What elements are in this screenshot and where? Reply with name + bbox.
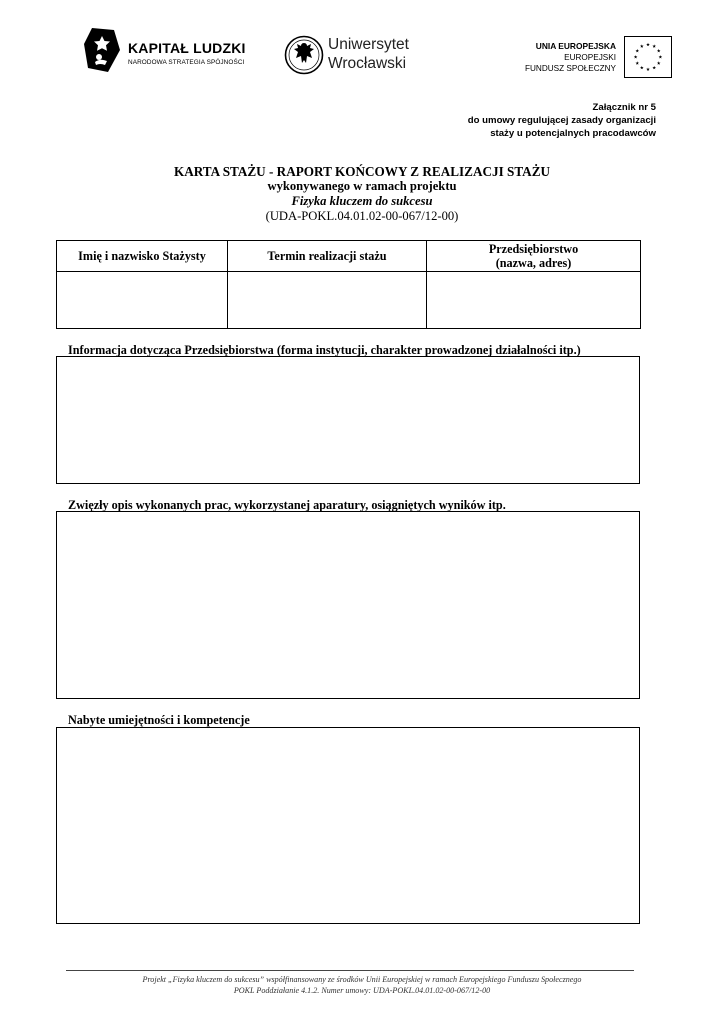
eu-star-icon (657, 49, 661, 52)
work-summary-label: Zwięzły opis wykonanych prac, wykorzystanej aparatury, osiągniętych wyników itp. (68, 498, 506, 512)
header-company-line2: (nazwa, adres) (495, 256, 572, 270)
header-intern-name: Imię i nazwisko Stażysty (57, 241, 228, 272)
eu-flag-icon (624, 36, 672, 78)
eu-text (525, 41, 616, 74)
title-line1: KARTA STAŻU - RAPORT KOŃCOWY Z REALIZACJI STAŻU (173, 164, 551, 179)
annex-line1: Załącznik nr 5 (592, 102, 656, 113)
header-internship-period: Termin realizacji stażu (228, 241, 427, 272)
kapital-ludzki-subtitle: NARODOWA STRATEGIA SPÓJNOŚCI (128, 59, 245, 66)
eu-star-icon (635, 49, 639, 52)
eu-star-icon (640, 44, 644, 47)
kapital-ludzki-mark-icon (84, 26, 124, 74)
university-seal-icon (284, 34, 324, 76)
footer-line2: POKL Poddziałanie 4.1.2. Numer umowy: UDA-POKL.04.01.02-00-067/12-00 (233, 986, 491, 995)
skills-label: Nabyte umiejętności i kompetencje (68, 713, 250, 727)
eu-star-icon (657, 61, 661, 64)
company-info-field[interactable] (56, 356, 640, 484)
project-name: Fizyka kluczem do sukcesu (291, 194, 433, 208)
internship-period-cell[interactable] (228, 272, 427, 329)
eu-line1: UNIA EUROPEJSKA (535, 41, 616, 51)
skills-field[interactable] (56, 727, 640, 924)
company-cell[interactable] (427, 272, 641, 329)
university-logo (284, 34, 424, 80)
project-number: (UDA-POKL.04.01.02-00-067/12-00) (265, 209, 459, 223)
annex-line3: staży u potencjalnych pracodawców (490, 128, 656, 139)
intern-name-cell[interactable] (57, 272, 228, 329)
eu-star-icon (635, 61, 639, 64)
eu-star-icon (640, 66, 644, 69)
footer-line1: Projekt „Fizyka kluczem do sukcesu” współfinansowany ze środków Unii Europejskiej w ramach Europejskiego Funduszu Społecznego (142, 975, 582, 984)
table-row (57, 272, 641, 329)
intern-info-table (56, 240, 641, 329)
eu-star-icon (652, 66, 656, 69)
eu-line3: FUNDUSZ SPOŁECZNY (525, 64, 616, 73)
annex-line2: do umowy regulującej zasady organizacji (467, 115, 656, 126)
title-line2: wykonywanego w ramach projektu (267, 179, 457, 193)
work-summary-field[interactable] (56, 511, 640, 699)
kapital-ludzki-logo (84, 26, 254, 76)
footer-divider (66, 970, 634, 971)
university-name-line2: Wrocławski (328, 55, 407, 72)
document-title (0, 164, 724, 224)
eu-star-icon (646, 67, 650, 70)
kapital-ludzki-title: KAPITAŁ LUDZKI (128, 40, 246, 56)
eu-star-icon (634, 55, 638, 58)
eu-star-icon (652, 44, 656, 47)
eu-star-icon (659, 55, 663, 58)
eu-line2: EUROPEJSKI (564, 53, 616, 62)
annex-note (468, 101, 656, 140)
page-footer (0, 974, 724, 996)
eu-logo (500, 36, 672, 80)
table-header-row (57, 241, 641, 272)
university-name-line1: Uniwersytet (328, 36, 409, 53)
eu-star-icon (646, 43, 650, 46)
header-company (427, 241, 641, 272)
header-company-line1: Przedsiębiorstwo (488, 242, 579, 256)
company-info-label: Informacja dotycząca Przedsiębiorstwa (forma instytucji, charakter prowadzonej działalności itp.) (68, 343, 581, 357)
